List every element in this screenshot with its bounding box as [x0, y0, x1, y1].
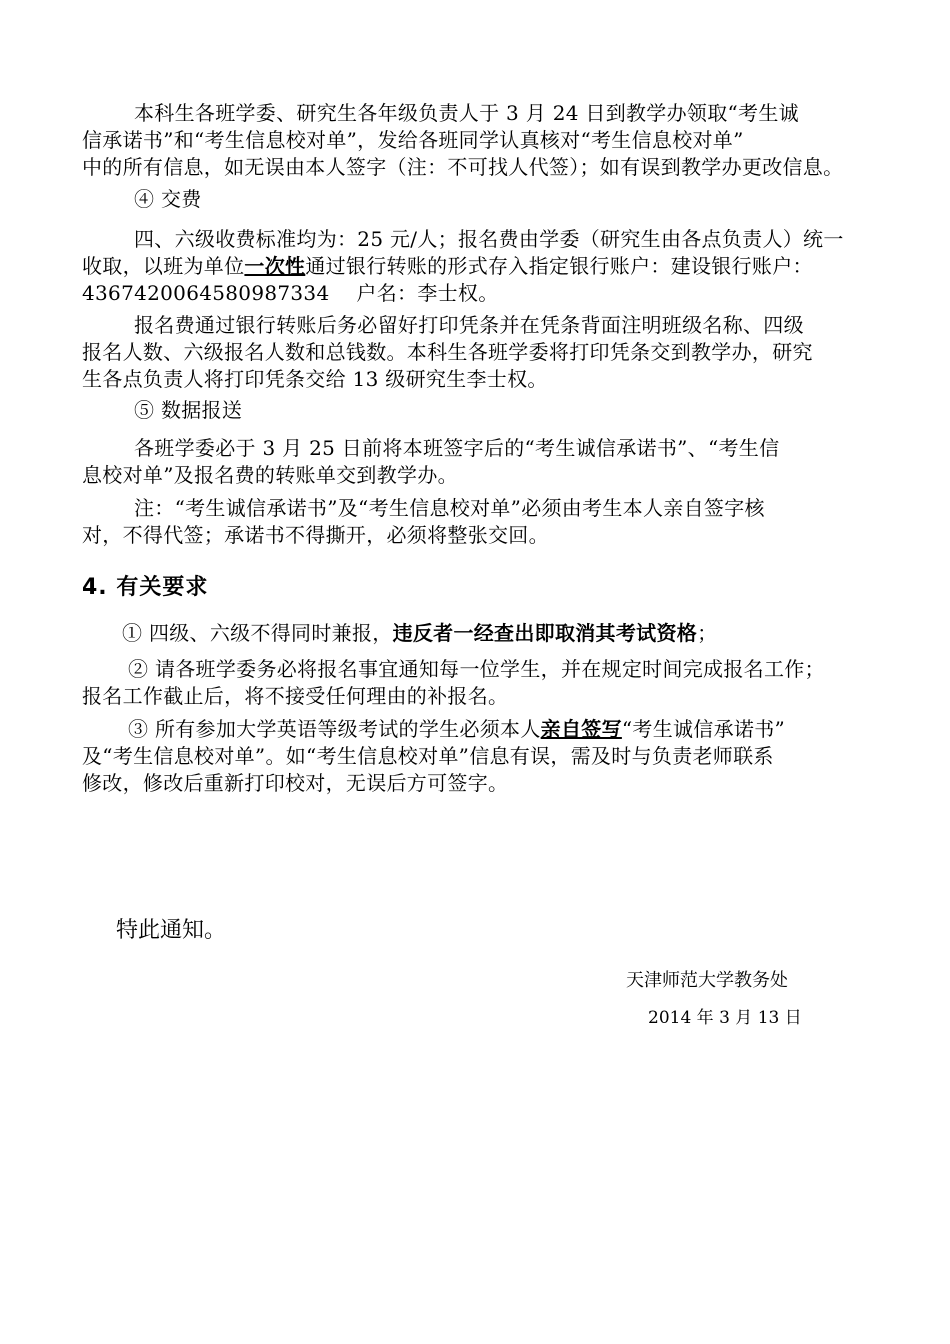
text-segment: ；	[697, 621, 718, 645]
subheading-data-submission: ⑤ 数据报送	[134, 398, 243, 422]
text-line: 本科生各班学委、研究生各年级负责人于 3 月 24 日到教学办领取“考生诚	[134, 101, 799, 125]
underlined-emphasis: 亲自签写	[540, 717, 622, 741]
text-line: 注：“考生诚信承诺书”及“考生信息校对单”必须由考生本人亲自签字核	[134, 496, 765, 520]
bold-warning: 违反者一经查出即取消其考试资格	[392, 621, 698, 645]
subheading-payment: ④ 交费	[134, 187, 202, 211]
text-line: 信承诺书”和“考生信息校对单”，发给各班同学认真核对“考生信息校对单”	[82, 128, 744, 152]
text-line: ② 请各班学委务必将报名事宜通知每一位学生，并在规定时间完成报名工作；	[128, 657, 825, 681]
text-line: 息校对单”及报名费的转账单交到教学办。	[82, 463, 458, 487]
text-line: 报名工作截止后，将不接受任何理由的补报名。	[82, 684, 509, 708]
text-line: 四、六级收费标准均为：25 元/人；报名费由学委（研究生由各点负责人）统一	[134, 227, 844, 251]
text-line: 中的所有信息，如无误由本人签字（注：不可找人代签）；如有误到教学办更改信息。	[82, 155, 844, 179]
text-line: 报名人数、六级报名人数和总钱数。本科生各班学委将打印凭条交到教学办，研究	[82, 340, 813, 364]
paragraph-note	[82, 495, 872, 549]
text-line: 修改，修改后重新打印校对，无误后方可签字。	[82, 771, 509, 795]
paragraph-collect-forms	[82, 100, 872, 181]
text-line: 及“考生信息校对单”。如“考生信息校对单”信息有误，需及时与负责老师联系	[82, 744, 774, 768]
text-segment: 通过银行转账的形式存入指定银行账户：建设银行账户：	[305, 254, 813, 278]
text-segment: 收取，以班为单位	[82, 254, 245, 278]
paragraph-receipt	[82, 312, 872, 393]
bank-account-line: 4367420064580987334 户名：李士权。	[82, 281, 499, 305]
section-heading-requirements: 4. 有关要求	[82, 575, 209, 600]
underlined-emphasis: 一次性	[244, 254, 306, 278]
text-line	[82, 253, 872, 280]
text-segment: “考生诚信承诺书”	[621, 717, 786, 741]
requirement-2	[82, 656, 872, 710]
paragraph-submit-deadline	[82, 435, 872, 489]
issuer-signature: 天津师范大学教务处	[626, 970, 788, 991]
paragraph-fee-standard	[82, 226, 872, 307]
text-segment: ① 四级、六级不得同时兼报，	[122, 621, 393, 645]
text-line	[82, 620, 872, 647]
requirement-1	[82, 620, 872, 647]
text-line: 生各点负责人将打印凭条交给 13 级研究生李士权。	[82, 367, 548, 391]
text-line: 报名费通过银行转账后务必留好打印凭条并在凭条背面注明班级名称、四级	[134, 313, 804, 337]
text-segment: ③ 所有参加大学英语等级考试的学生必须本人	[128, 717, 541, 741]
issue-date: 2014 年 3 月 13 日	[648, 1008, 802, 1028]
closing-statement: 特此通知。	[116, 918, 227, 943]
requirement-3	[82, 716, 872, 797]
text-line: 对，不得代签；承诺书不得撕开，必须将整张交回。	[82, 523, 549, 547]
text-line: 各班学委必于 3 月 25 日前将本班签字后的“考生诚信承诺书”、“考生信	[134, 436, 780, 460]
text-line	[82, 716, 872, 743]
